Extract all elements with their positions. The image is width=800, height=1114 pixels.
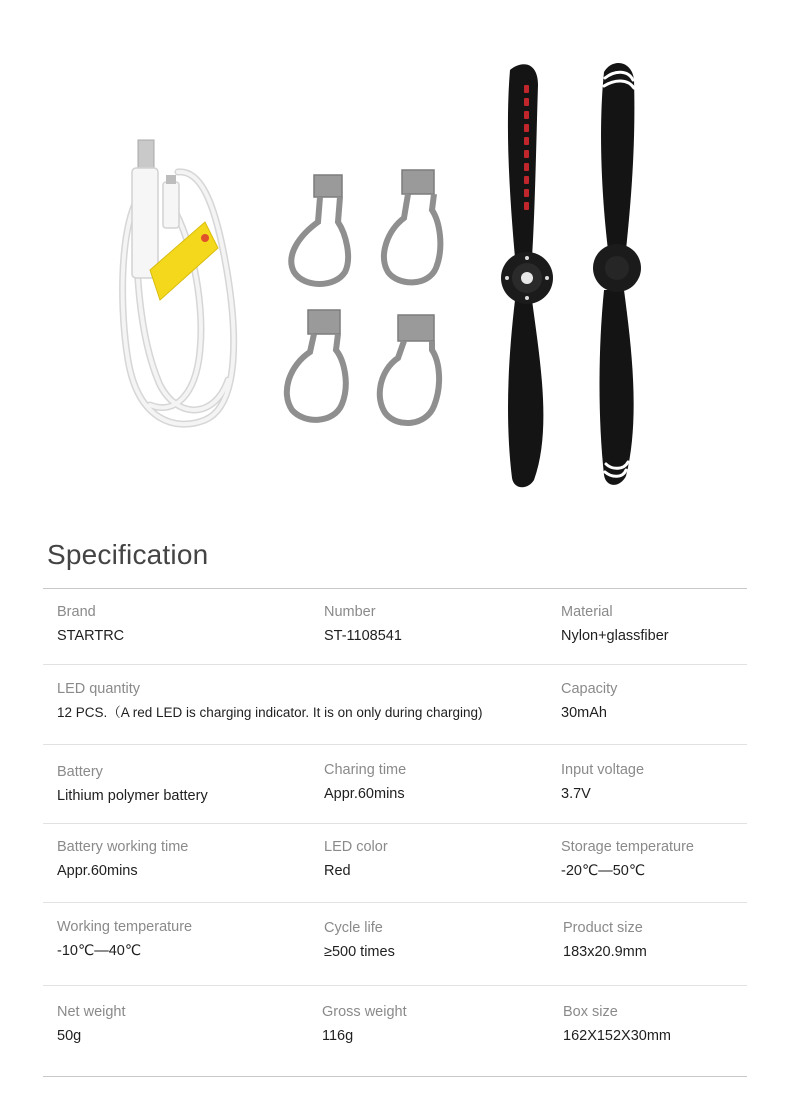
spec-box-size bbox=[563, 1003, 671, 1045]
spec-label: Product size bbox=[563, 920, 643, 936]
spec-input-voltage bbox=[561, 761, 644, 803]
spec-label: Net weight bbox=[57, 1004, 126, 1020]
spec-gross-weight bbox=[322, 1003, 407, 1045]
mounting-clips-image bbox=[287, 170, 441, 423]
spec-label: Capacity bbox=[561, 681, 618, 697]
spec-value: 162X152X30mm bbox=[563, 1028, 672, 1044]
spec-led-quantity bbox=[57, 680, 482, 722]
spec-label: Cycle life bbox=[324, 920, 383, 936]
product-illustration bbox=[0, 0, 800, 520]
spec-value: Nylon+glassfiber bbox=[561, 628, 669, 644]
spec-net-weight bbox=[57, 1003, 126, 1045]
spec-label: Battery bbox=[57, 764, 103, 780]
spec-value: Appr.60mins bbox=[324, 786, 405, 802]
specification-title: Specification bbox=[47, 539, 209, 570]
clip-3 bbox=[287, 310, 346, 420]
row-divider bbox=[43, 744, 747, 745]
spec-label: LED quantity bbox=[57, 681, 141, 697]
spec-battery-working-time bbox=[57, 838, 188, 880]
clip-2 bbox=[384, 170, 440, 282]
spec-label: Storage temperature bbox=[561, 839, 694, 855]
spec-label: Input voltage bbox=[561, 762, 645, 778]
spec-value: Lithium polymer battery bbox=[57, 788, 208, 804]
led-propeller-image bbox=[501, 64, 553, 487]
propeller-image bbox=[593, 63, 641, 485]
spec-value: 183x20.9mm bbox=[563, 944, 647, 960]
clip-4 bbox=[380, 315, 439, 423]
spec-value: 50g bbox=[57, 1028, 82, 1044]
spec-label: Working temperature bbox=[57, 919, 193, 935]
row-divider bbox=[43, 823, 747, 824]
spec-working-temperature bbox=[57, 918, 192, 960]
row-divider bbox=[43, 664, 747, 665]
spec-value: 12 PCS.（A red LED is charging indicator. It is on only during charging) bbox=[57, 705, 483, 720]
spec-value: 30mAh bbox=[561, 705, 607, 721]
spec-value: ST-1108541 bbox=[324, 628, 402, 644]
spec-value: ≥500 times bbox=[324, 944, 395, 960]
spec-charging-time bbox=[324, 761, 406, 803]
usb-cable-image bbox=[123, 140, 234, 424]
spec-label: Battery working time bbox=[57, 839, 189, 855]
spec-value: STARTRC bbox=[57, 628, 125, 644]
row-divider bbox=[43, 902, 747, 903]
spec-label: Charing time bbox=[324, 762, 407, 778]
spec-number bbox=[324, 603, 402, 645]
spec-label: Material bbox=[561, 604, 613, 620]
spec-value: 116g bbox=[322, 1028, 354, 1044]
spec-label: Box size bbox=[563, 1004, 618, 1020]
spec-label: Brand bbox=[57, 604, 96, 620]
clip-1 bbox=[291, 175, 348, 284]
spec-bottom-divider bbox=[43, 1076, 747, 1077]
spec-storage-temperature bbox=[561, 838, 694, 880]
row-divider bbox=[43, 985, 747, 986]
spec-led-color bbox=[324, 838, 388, 880]
spec-material bbox=[561, 603, 669, 645]
spec-value: 3.7V bbox=[561, 786, 591, 802]
spec-value: -10℃—40℃ bbox=[57, 943, 142, 959]
spec-value: Appr.60mins bbox=[57, 863, 138, 879]
spec-product-size bbox=[563, 919, 647, 961]
spec-brand bbox=[57, 603, 124, 645]
spec-capacity bbox=[561, 680, 617, 722]
spec-label: Gross weight bbox=[322, 1004, 407, 1020]
spec-value: Red bbox=[324, 863, 351, 879]
spec-label: Number bbox=[324, 604, 376, 620]
spec-cycle-life bbox=[324, 919, 395, 961]
spec-battery bbox=[57, 763, 208, 805]
spec-label: LED color bbox=[324, 839, 388, 855]
spec-value: -20℃—50℃ bbox=[561, 863, 646, 879]
spec-top-divider bbox=[43, 588, 747, 589]
